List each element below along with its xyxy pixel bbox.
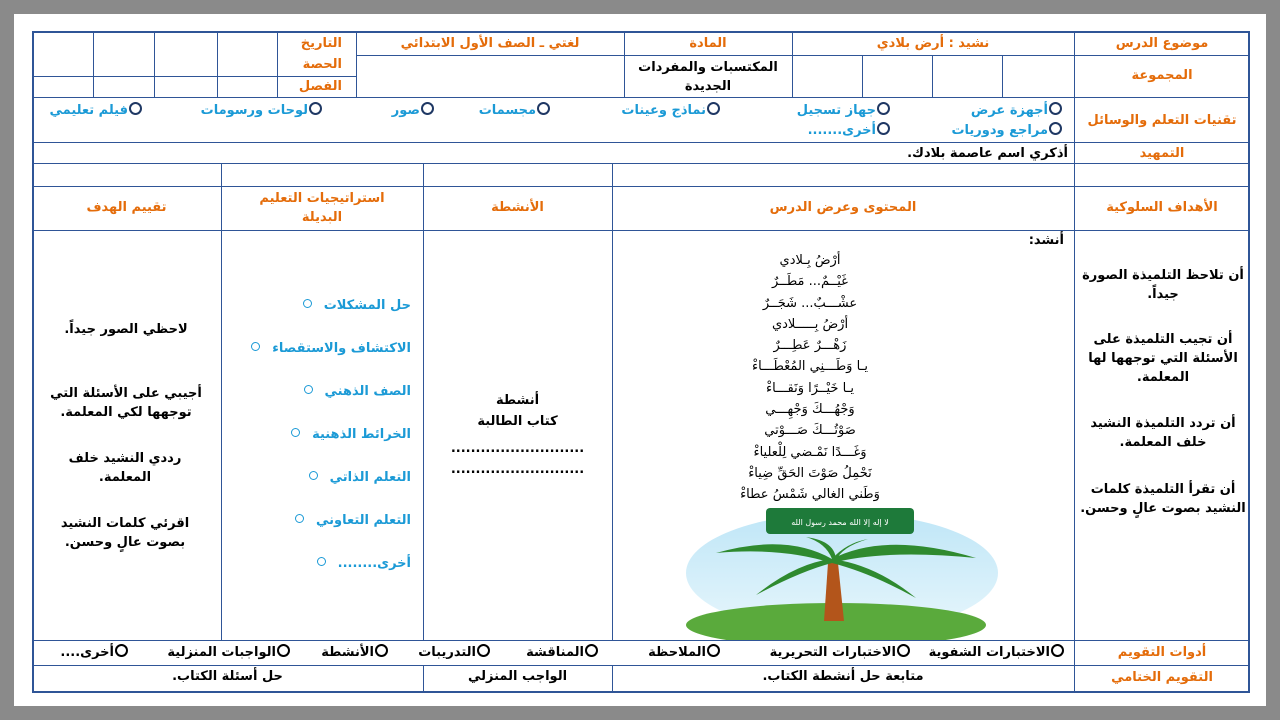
poem-line: عشْـــبٌ... شَجَــرٌ [762,295,858,311]
radio-icon [877,122,890,135]
radio-icon [1049,122,1062,135]
evaluation-option-0[interactable]: الاختبارات الشفوية [929,644,1064,660]
evaluation-label: أدوات التقويم [1117,645,1207,660]
grid-line [32,186,1250,187]
strategy-2: الاكتشاف والاستقصاء [251,341,411,356]
objective-4: أن تقرأ التلميذة كلمات النشيد بصوت عالٍ وحسن. [1080,482,1246,516]
radio-icon [707,102,720,115]
poem-line: وَجْهُـــكَ وَجْهِـــي [765,402,855,418]
grid-line [32,640,1250,641]
topic-label: موضوع الدرس [1115,36,1209,51]
poem-line: صَوْتُـــكَ صَـــوْتي [764,423,856,439]
closing-text: متابعة حل أنشطة الكتاب. [762,669,924,684]
group-label: المجموعة [1131,68,1193,83]
homework-label: الواجب المنزلي [467,669,568,684]
evaluation-option-3[interactable]: المناقشة [526,644,598,660]
tool-option-8[interactable]: أخرى....... [808,122,890,138]
class-label: الفصل [298,79,342,94]
circle-bullet-icon [303,299,312,308]
grid-line [862,55,863,97]
radio-icon [421,102,434,115]
subject-label: المادة [689,36,727,51]
tool-option-5[interactable]: لوحات ورسومات [201,102,322,118]
objective-1: أن تلاحظ التلميذة الصورة جيداً. [1082,268,1244,302]
strategy-5: التعلم الذاتي [309,470,411,485]
radio-icon [375,644,388,657]
tool-option-6[interactable]: فيلم تعليمي [49,102,142,118]
poem-line: نَحْمِلُ صَوْتَ الحَقِّ ضِياءْ [748,465,872,481]
objective-3: أن تردد التلميذة النشيد خلف المعلمة. [1090,416,1236,450]
poem-line: وَطَني الغالي شَمْسُ عطاءْ [740,487,880,503]
circle-bullet-icon [317,557,326,566]
activities-line1: أنشطة [495,393,540,408]
poem-line: زَهْـــرٌ عَطِـــرٌ [773,338,847,354]
tool-option-2[interactable]: نماذج وعينات [621,102,720,118]
strategy-4: الخرائط الذهنية [291,427,411,442]
grid-line [612,163,613,640]
activities-line2: كتاب الطالبة [477,414,558,429]
col-assessment: تقييم الهدف [86,200,167,215]
palm-tree-illustration [686,503,998,640]
grid-line [221,163,222,640]
col-activities: الأنشطة [491,200,544,215]
radio-icon [1049,102,1062,115]
intro-text: أذكري اسم عاصمة بلادك. [907,146,1068,161]
poem-line: أرْضُ بِـــــلادي [771,316,849,332]
period-label: الحصة [302,57,342,72]
radio-icon [707,644,720,657]
assessment-2: أجيبي على الأسئلة التي توجهها لكي المعلمة. [50,386,202,420]
homework-text: حل أسئلة الكتاب. [172,669,283,684]
evaluation-option-7[interactable]: أخرى.... [60,644,128,660]
vocab-label: المكتسبات والمفردات الجديدة [638,60,778,94]
date-label: التاريخ [300,36,342,51]
radio-icon [129,102,142,115]
lesson-plan-table [32,31,1250,693]
circle-bullet-icon [295,514,304,523]
grid-line [154,31,155,97]
content-intro: أنشد: [1028,233,1064,248]
circle-bullet-icon [251,342,260,351]
evaluation-option-1[interactable]: الاختبارات التحريرية [770,644,910,660]
strategy-3: الصف الذهني [304,384,411,399]
activities-dots-2: ........................... [450,462,585,477]
radio-icon [115,644,128,657]
tool-option-1[interactable]: جهاز تسجيل [797,102,890,118]
radio-icon [309,102,322,115]
grid-line [217,31,218,97]
poem-line: وَغَـــدًا نَمْـضي لِلْعلياءْ [753,444,867,460]
col-objectives: الأهداف السلوكية [1106,200,1218,215]
grid-line [1074,31,1075,693]
radio-icon [477,644,490,657]
evaluation-option-2[interactable]: الملاحظة [648,644,720,660]
radio-icon [585,644,598,657]
grid-line [93,31,94,97]
poem [720,250,900,506]
grid-line [932,55,933,97]
grid-line [32,97,1250,98]
circle-bullet-icon [304,385,313,394]
tool-option-7[interactable]: مراجع ودوريات [951,122,1062,138]
strategy-7: أخرى........ [317,556,411,571]
flag-text: لا إله إلا الله محمد رسول الله [791,518,889,527]
assessment-4: اقرئي كلمات النشيد بصوت عالٍ وحسن. [60,516,190,550]
topic-value: نشيد : أرض بلادي [876,36,990,51]
radio-icon [537,102,550,115]
circle-bullet-icon [291,428,300,437]
activities-dots-1: ........................... [450,441,585,456]
evaluation-option-4[interactable]: التدريبات [418,644,490,660]
tool-option-0[interactable]: أجهزة عرض [971,102,1062,118]
objective-2: أن تجيب التلميذة على الأسئلة التي توجهها لها المعلمة. [1088,332,1238,385]
grid-line [32,76,356,77]
circle-bullet-icon [309,471,318,480]
grid-line [32,665,1250,666]
radio-icon [897,644,910,657]
tools-label: تقنيات التعلم والوسائل [1087,113,1237,128]
subject-value: لغتي ـ الصف الأول الابتدائي [400,36,580,51]
grid-line [32,230,1250,231]
grid-line [1074,55,1250,56]
poem-line: يـا وَطَـــنِي المُعْطَـــاءْ [752,359,868,375]
tool-option-3[interactable]: مجسمات [479,102,550,118]
poem-line: يـا خَيْــرًا وَنَقـــاءْ [766,380,854,396]
grid-line [32,142,1250,143]
grid-line [356,55,1074,56]
strategy-6: التعلم التعاوني [295,513,411,528]
grid-line [277,31,278,97]
strategy-1: حل المشكلات [303,298,411,313]
radio-icon [1051,644,1064,657]
assessment-3: رددي النشيد خلف المعلمة. [68,451,182,485]
poem-line: أرْضُ بِـلادي [779,253,841,268]
evaluation-option-6[interactable]: الواجبات المنزلية [167,644,290,660]
col-strategies: استراتيجيات التعليم البديلة [259,191,385,225]
grid-line [32,163,1250,164]
radio-icon [277,644,290,657]
intro-label: التمهيد [1139,146,1185,161]
assessment-1: لاحظي الصور جيداً. [64,322,188,337]
tool-option-4[interactable]: صور [392,102,434,118]
poem-line: غَيْــمٌ... مَطَــرٌ [772,274,848,290]
closing-label: التقويم الختامي [1111,670,1213,685]
radio-icon [877,102,890,115]
col-content: المحتوى وعرض الدرس [769,200,917,215]
grid-line [1002,55,1003,97]
evaluation-option-5[interactable]: الأنشطة [321,644,388,660]
